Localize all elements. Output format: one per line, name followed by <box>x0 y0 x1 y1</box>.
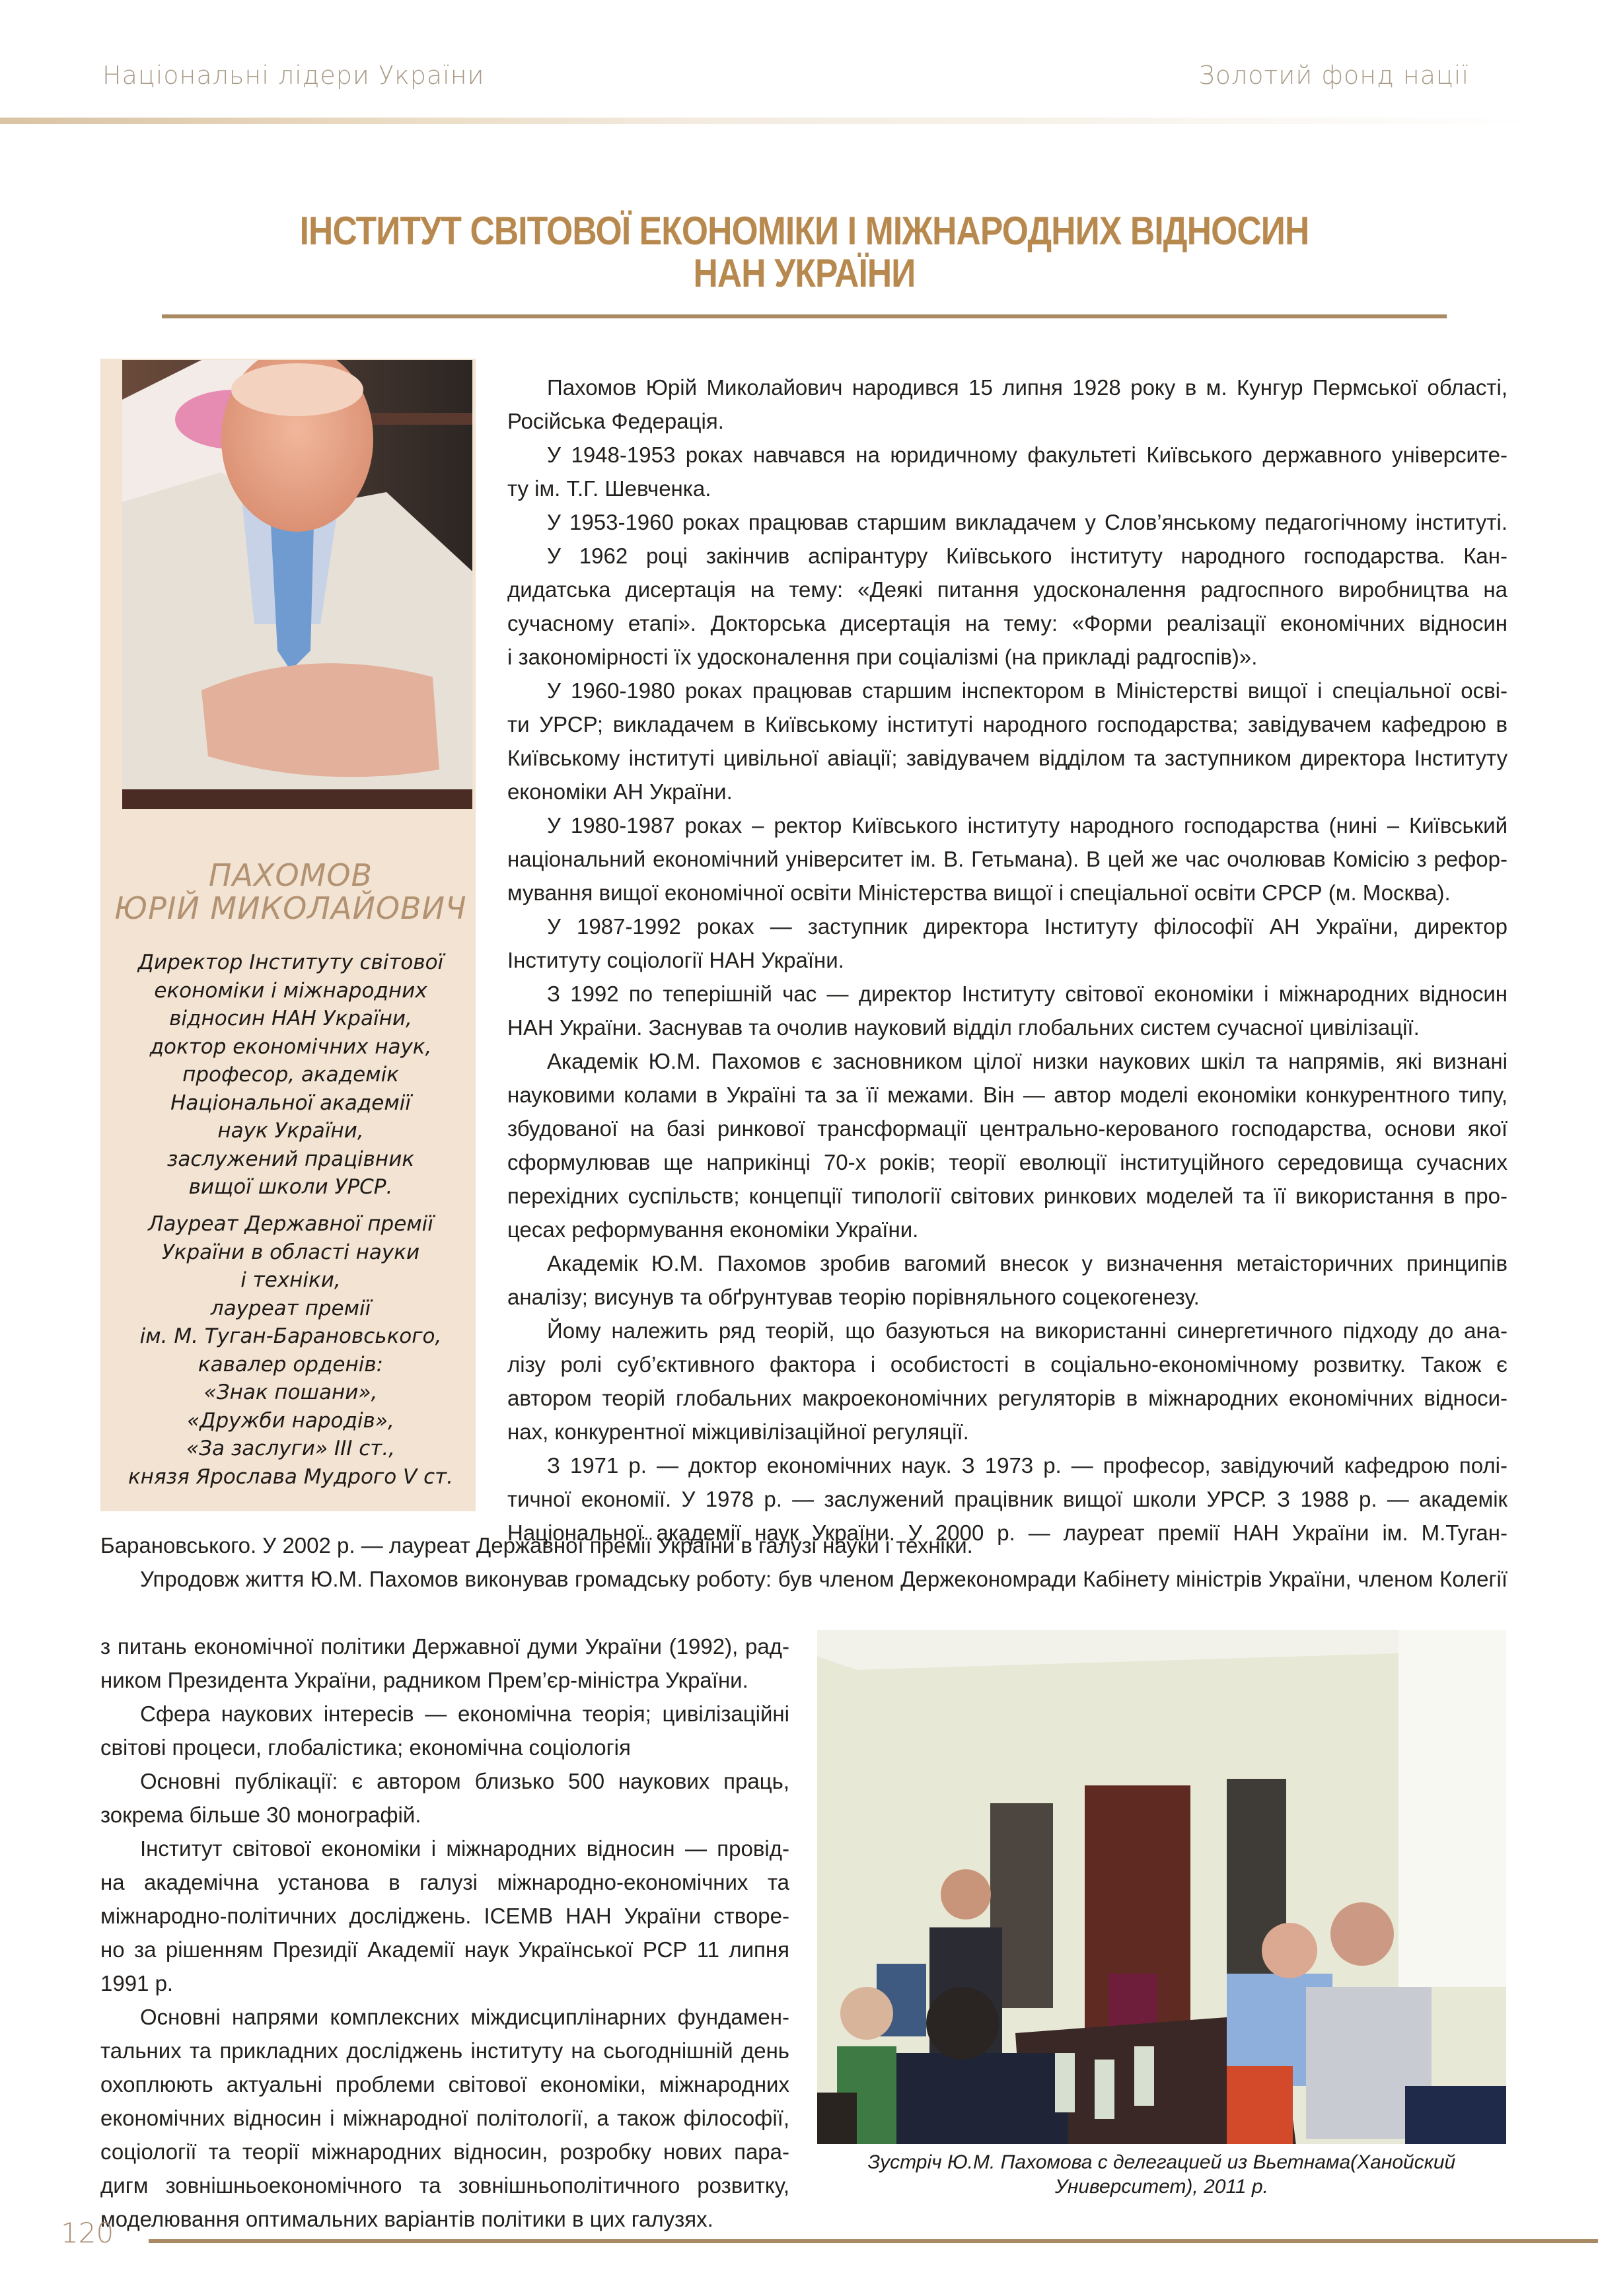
text-line: на академічна установа в галузі міжнародно-економічних та <box>100 1870 789 1894</box>
awards-line: «Знак пошани», <box>203 1381 378 1404</box>
text-line: Академік Ю.М. Пахомов зробив вагомий внесок у визначення метаісторичних принципів <box>547 1251 1507 1275</box>
page-title-line-2: НАН УКРАЇНИ <box>693 251 916 295</box>
person-awards <box>106 1210 476 1491</box>
running-header-right: Золотий фонд нації <box>1198 61 1469 90</box>
text-line: Барановського. У 2002 р. — лауреат Державної премії України в галузі науки і техніки. <box>100 1533 973 1558</box>
text-line: У 1980-1987 роках – ректор Київського інституту народного господарства (нині – Київський <box>547 813 1507 838</box>
awards-line: «За заслуги» ІІІ ст., <box>186 1437 396 1460</box>
text-line: охоплюють актуальні проблеми світової економіки, міжнародних <box>100 2072 789 2097</box>
text-line: Київському інституті цивільної авіації; завідувачем відділом та заступником директора Інституту <box>507 746 1507 770</box>
text-line: Інститут світової економіки і міжнародних відносин — провід- <box>140 1836 789 1861</box>
page-title-line-1: ІНСТИТУТ СВІТОВОЇ ЕКОНОМІКИ І МІЖНАРОДНИХ ВІДНОСИН <box>299 209 1309 253</box>
text-line: світові процеси, глобалістика; економічна соціологія <box>100 1735 631 1760</box>
text-line: ти УРСР; викладачем в Київському інституті народного господарства; завідувачем кафедрою в <box>507 712 1507 736</box>
text-line: науковими колами в Україні та за її межами. Він — автор моделі економіки конкурентного типу, <box>507 1083 1507 1107</box>
text-line: Інституту соціології НАН України. <box>507 948 844 972</box>
photo-caption-line-2: Университет), 2011 р. <box>1055 2176 1268 2198</box>
text-line: зокрема більше 30 монографій. <box>100 1803 421 1827</box>
text-line: Російська Федерація. <box>507 409 724 433</box>
text-line: тичної економії. У 1978 р. — заслужений працівник вищої школи УРСР. З 1988 р. — академік <box>507 1487 1507 1511</box>
description-line: Національної академії <box>170 1091 411 1115</box>
text-line: У 1960-1980 роках працював старшим інспектором в Міністерстві вищої і спеціальної осві- <box>547 678 1507 703</box>
text-line: Пахомов Юрій Миколайович народився 15 липня 1928 року в м. Кунгур Пермської області, <box>547 375 1507 400</box>
description-line: професор, академік <box>182 1063 399 1087</box>
text-line: У 1987-1992 роках — заступник директора Інституту філософії АН України, директор <box>547 914 1507 939</box>
text-line: З 1971 р. — доктор економічних наук. З 1973 р. — професор, завідуючий кафедрою полі- <box>547 1453 1507 1478</box>
text-line: НАН України. Заснував та очолив науковий відділ глобальних систем сучасної цивілізації. <box>507 1015 1420 1040</box>
text-line: Упродовж життя Ю.М. Пахомов виконував громадську роботу: був членом Держекономради Кабінету міністрів України, членом Колегії <box>140 1567 1507 1591</box>
text-line: перехідних суспільств; концепції типології світових ринкових моделей та її використання в про- <box>507 1184 1507 1208</box>
text-line: міжнародно-політичних досліджень. ІСЕМВ НАН України створе- <box>100 1904 789 1928</box>
text-line: збудованої на базі ринкової трансформації центрально-керованого господарства, основи якої <box>507 1116 1507 1141</box>
meeting-photo <box>817 1630 1506 2144</box>
text-line: ту ім. Т.Г. Шевченка. <box>507 476 711 501</box>
text-line: Йому належить ряд теорій, що базуються на використанні синергетичного підходу до ана- <box>547 1318 1507 1343</box>
description-line: відносин НАН України, <box>169 1007 412 1030</box>
text-line: автором теорій глобальних макроекономічних регуляторів в міжнародних економічних віднοси- <box>507 1386 1507 1410</box>
text-line: дигм зовнішньоекономічного та зовнішньополітичного розвитку, <box>100 2173 789 2198</box>
description-line: вищої школи УРСР. <box>188 1175 393 1199</box>
text-line: ником Президента України, радником Прем’єр-міністра України. <box>100 1668 748 1692</box>
biography-right-column <box>507 371 1507 1550</box>
person-given-names: ЮРІЙ МИКОЛАЙОВИЧ <box>114 890 467 926</box>
page-number: 120 <box>61 2217 114 2249</box>
awards-line: лауреат премії <box>210 1296 371 1320</box>
person-surname: ПАХОМОВ <box>208 857 373 893</box>
text-line: У 1948-1953 роках навчався на юридичному факультеті Київського державного університе- <box>547 443 1507 467</box>
person-description <box>106 949 476 1202</box>
text-line: У 1953-1960 роках працював старшим викладачем у Слов’янському педагогічному інституті. <box>547 510 1507 534</box>
text-line: Основні напрями комплексних міждисциплінарних фундамен- <box>140 2005 789 2029</box>
text-line: моделювання оптимальних варіантів політики в цих галузях. <box>100 2207 713 2231</box>
text-line: сучасному етапі». Докторська дисертація на тему: «Форми реалізації економічних відносин <box>507 611 1507 635</box>
description-line: доктор економічних наук, <box>149 1034 432 1059</box>
text-line: 1991 р. <box>100 1971 174 1995</box>
awards-line: України в області науки <box>161 1240 420 1264</box>
person-name <box>106 859 476 925</box>
text-line: Основні публікації: є автором близько 500 наукових праць, <box>140 1769 789 1793</box>
running-header-left: Національні лідери України <box>102 61 485 90</box>
text-line: аналізу; висунув та обґрунтував теорію порівняльного соцекогенезу. <box>507 1285 1200 1309</box>
footer-rule <box>149 2239 1598 2243</box>
text-line: Національної академії наук України. У 2000 р. — лауреат премії НАН України ім. М.Туган- <box>507 1521 1507 1545</box>
text-line: і закономірності їх удосконалення при соціалізмі (на прикладі радгоспів)». <box>507 645 1258 669</box>
text-line: сформулював ще наприкінці 70-х років; теорії еволюції інституційного середовища сучасних <box>507 1150 1507 1174</box>
text-line: з питань економічної політики Державної думи України (1992), рад- <box>100 1634 789 1659</box>
text-line: економічних відносин і міжнародної політології, а також філософії, <box>100 2106 789 2130</box>
biography-left-column <box>100 1630 789 2236</box>
text-line: мування вищої економічної освіти Міністерства вищої і спеціальної освіти СРСР (м. Москва). <box>507 880 1451 905</box>
description-line: Директор Інституту світової <box>137 951 444 974</box>
text-line: тальних та прикладних досліджень інституту на сьогоднішній день <box>100 2038 789 2063</box>
text-line: но за рішенням Президії Академії наук Української РСР 11 липня <box>100 1937 789 1962</box>
text-line: Академік Ю.М. Пахомов є засновником цілої низки наукових шкіл та напрямів, які визнані <box>547 1049 1507 1073</box>
description-line: заслужений працівник <box>166 1147 415 1171</box>
photo-caption-line-1: Зустріч Ю.М. Пахомова с делегацией из Вьетнама(Ханойский <box>867 2151 1456 2173</box>
awards-line: Лауреат Державної премії <box>148 1212 433 1236</box>
awards-line: і техніки, <box>240 1268 341 1292</box>
text-line: національний економічний університет ім. В. Гетьмана). В цей же час очолював Комісію з рефор- <box>507 847 1507 871</box>
awards-line: кавалер орденів: <box>198 1352 384 1377</box>
photo-caption <box>817 2150 1506 2199</box>
portrait-photo <box>122 360 472 809</box>
text-line: Сфера наукових інтересів — економічна теорія; цивілізаційні <box>140 1702 789 1726</box>
meeting-image <box>817 1630 1506 2144</box>
text-line: дидатська дисертація на тему: «Деякі питання удосконалення радгоспного виробництва на <box>507 577 1507 602</box>
title-rule <box>162 314 1447 318</box>
text-line: соціології та теорії міжнародних відносин, розробку нових пара- <box>100 2139 789 2164</box>
text-line: цесах реформування економіки України. <box>507 1217 919 1242</box>
portrait-image <box>122 360 472 809</box>
biography-full-width <box>100 1528 1507 1596</box>
header-rule <box>0 118 1539 124</box>
text-line: лізу ролі суб’єктивного фактора і особистості в соціально-економічному розвитку. Також є <box>507 1352 1507 1377</box>
awards-line: князя Ярослава Мудрого V ст. <box>127 1464 454 1489</box>
text-line: економіки АН України. <box>507 779 733 804</box>
awards-line: «Дружби народів», <box>187 1408 394 1433</box>
text-line: нах, конкурентної міжцивілізаційної регуляції. <box>507 1419 969 1444</box>
awards-line: ім. М. Туган-Барановського, <box>139 1324 442 1348</box>
description-line: наук України, <box>217 1119 364 1143</box>
page-title <box>252 210 1357 295</box>
description-line: економіки і міжнародних <box>154 978 427 1003</box>
text-line: У 1962 році закінчив аспірантуру Київського інституту народного господарства. Кан- <box>547 544 1507 568</box>
text-line: З 1992 по теперішній час — директор Інституту світової економіки і міжнародних відносин <box>547 982 1507 1006</box>
